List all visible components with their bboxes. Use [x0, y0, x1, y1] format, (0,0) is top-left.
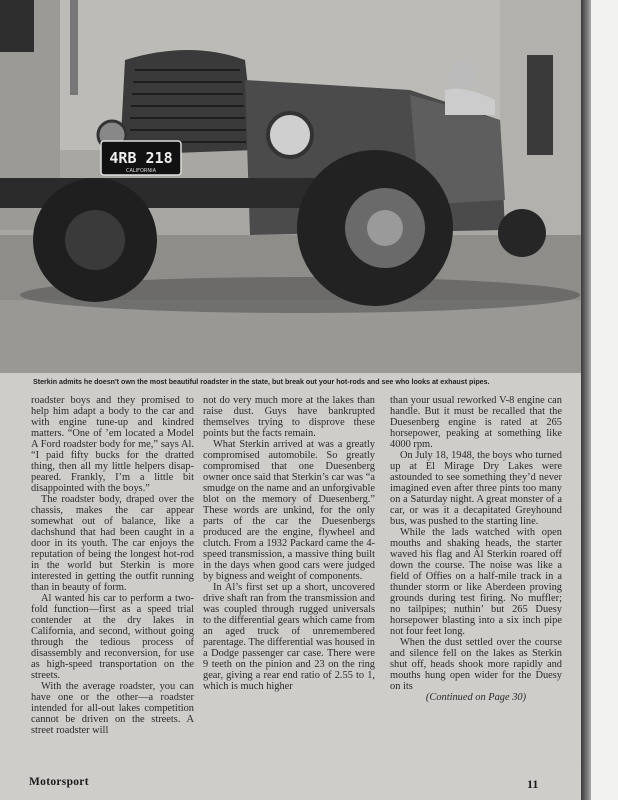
page-number: 11: [527, 777, 539, 791]
photo-caption: Sterkin admits he doesn't own the most beautiful roadster in the state, but break out your hot-rods and see who looks at exhaust pipes.: [33, 378, 490, 386]
article-column-3: [390, 395, 562, 703]
window-right: [527, 55, 553, 155]
continued-note: (Continued on Page 30): [425, 692, 527, 703]
roadster-photo: [0, 0, 581, 373]
article-column-2: [203, 395, 375, 692]
license-plate-state: CALIFORNIA: [125, 168, 157, 174]
radiator-shell: [120, 50, 255, 155]
page-edge-shadow: [581, 0, 591, 800]
paragraph: Al wanted his car to perform a two-fold function—first as a speed trial contender at the dry lakes in California, and second, without going through the tedious process of disassembly and reconversion, for use as high-speed transportation on the streets.: [31, 593, 194, 681]
article-column-1: [31, 395, 194, 736]
paragraph: In Al’s first set up a short, uncovered drive shaft ran from the transmission and was coupled through rugged universals to the differential gears which came from an aged truck of unremembered parentage. The differential was housed in a Dodge passenger car case. There were 9 teeth on the pinion and 23 on the ring gear, giving a rear end ratio of 2.55 to 1, which is much higher: [203, 582, 375, 692]
license-plate-number: 4RB 218: [109, 149, 173, 167]
paragraph: What Sterkin arrived at was a greatly compromised automobile. So greatly compromised that one Duesenberg owner once said that Sterkin’s car was “a smudge on the name and an unforgivable blot on the memory of Duesenberg.” These words are unkind, for the only parts of the car the Duesenbergs produced are the engine, flywheel and clutch. From a 1932 Packard came the 4-speed transmission, a massive thing built in the days when good cars were judged by bigness and weight of components.: [203, 439, 375, 582]
paragraph: The roadster body, draped over the chassis, makes the car appear somewhat out of balance, like a dachshund that had been caught in a door in its youth. The car enjoys the reputation of being the longest hot-rod in the world but Sterkin is more interested in getting the outfit running than in beauty of form.: [31, 494, 194, 593]
paragraph: not do very much more at the lakes than raise dust. Guys have bankrupted themselves trying to disprove these points but the facts remain.: [203, 395, 375, 439]
magazine-name: Motorsport: [29, 776, 89, 788]
rear-wheel: [498, 209, 546, 257]
driver: [448, 61, 476, 89]
paragraph: When the dust settled over the course and silence fell on the lakes as Sterkin shut off, heads shook more rapidly and mouths hung open wider for the Duesy on its: [390, 637, 562, 692]
paragraph: With the average roadster, you can have one or the other—a roadster intended for all-out lakes competition cannot be driven on the streets. A street roadster will: [31, 681, 194, 736]
headlight: [268, 113, 312, 157]
paragraph: While the lads watched with open mouths and shaking heads, the starter waved his flag and Al Sterkin roared off down the course. The noise was like a field of Offies on a half-mile track in a thunder storm or like Aberdeen proving grounds during test firing. No muffler; no tailpipes; nuthin’ but 265 Duesy horsepower blasting into a six inch pipe not four feet long.: [390, 527, 562, 637]
window-left: [0, 0, 34, 52]
paragraph: On July 18, 1948, the boys who turned up at El Mirage Dry Lakes were astounded to see something they’d never imagined even after three pints too many on a Saturday night. A great monster of a car, or was it a decapitated Greyhound bus, was pushed to the starting line.: [390, 450, 562, 527]
scan-margin: [591, 0, 618, 800]
paragraph: than your usual reworked V-8 engine can handle. But it must be recalled that the Duesenberg engine is rated at 265 horsepower, peaking at something like 4000 rpm.: [390, 395, 562, 450]
paragraph: roadster boys and they promised to help him adapt a body to the car and with engine tune-up and kindred matters. “One of ’em located a Model A Ford roadster body for me,” says Al. “I paid fifty bucks for the dratted thing, then all my little helpers disappeared. Frankly, I’m a little bit disappointed with the boys.”: [31, 395, 194, 494]
